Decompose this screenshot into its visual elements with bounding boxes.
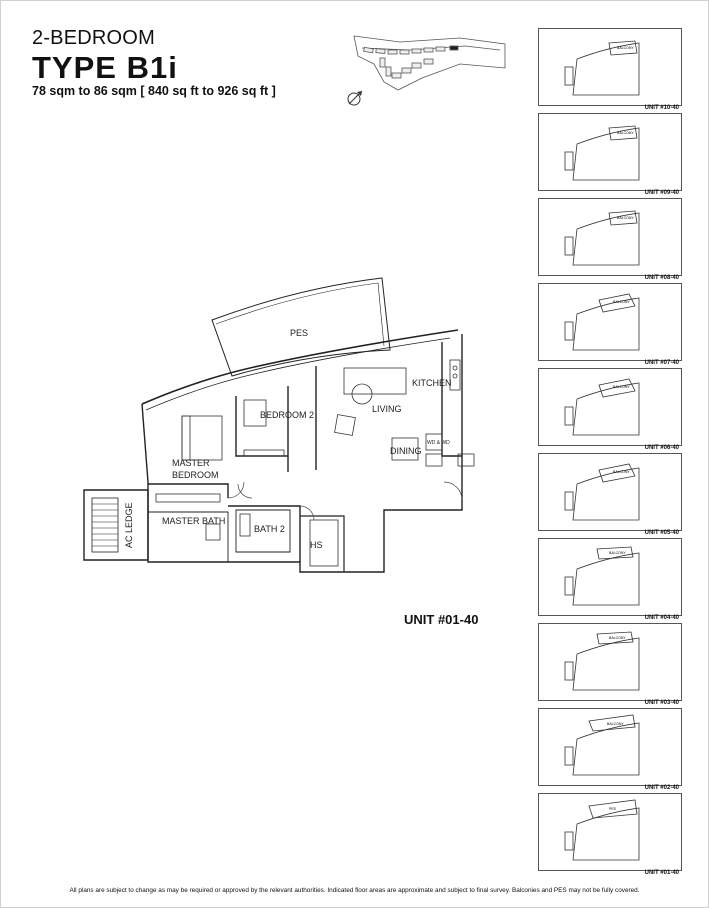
thumbnail-unit-02-40 xyxy=(538,708,682,786)
thumb-tag: BALCONY xyxy=(609,551,626,555)
room-label-master-bath: MASTER BATH xyxy=(162,516,226,526)
thumbnail-label: UNIT #04-40 xyxy=(644,615,679,621)
room-label-hs: HS xyxy=(310,540,323,550)
thumb-tag: PES xyxy=(609,807,617,811)
thumb-tag: BALCONY xyxy=(613,385,630,389)
thumb-tag: BALCONY xyxy=(617,46,634,50)
thumb-tag: BALCONY xyxy=(617,216,634,220)
thumbnail-label: UNIT #08-40 xyxy=(644,275,679,281)
thumbnail-unit-01-40 xyxy=(538,793,682,871)
north-arrow-icon xyxy=(348,91,362,105)
room-label-bath2: BATH 2 xyxy=(254,524,285,534)
floor-plan xyxy=(78,276,478,582)
thumbnail-label: UNIT #09-40 xyxy=(644,190,679,196)
thumbnail-label: UNIT #05-40 xyxy=(644,530,679,536)
unit-number-label: UNIT #01-40 xyxy=(404,612,479,627)
room-label-kitchen: KITCHEN xyxy=(412,378,452,388)
thumbnail-label: UNIT #10-40 xyxy=(644,105,679,111)
thumb-tag: BALCONY xyxy=(607,722,624,726)
thumbnail-label: UNIT #07-40 xyxy=(644,360,679,366)
room-label-ac-ledge: AC LEDGE xyxy=(124,502,134,548)
thumbnail-unit-05-40 xyxy=(538,453,682,531)
area-text: 78 sqm to 86 sqm [ 840 sq ft to 926 sq ft ] xyxy=(32,84,276,98)
unit-type-heading: 2-BEDROOM xyxy=(32,27,155,49)
thumbnail-unit-07-40 xyxy=(538,283,682,361)
room-label-dining: DINING xyxy=(390,446,422,456)
thumbnail-label: UNIT #01-40 xyxy=(644,870,679,876)
thumbnail-unit-04-40 xyxy=(538,538,682,616)
thumb-tag: BALCONY xyxy=(613,470,630,474)
thumbnail-unit-09-40 xyxy=(538,113,682,191)
key-plan xyxy=(340,26,510,110)
thumbnail-label: UNIT #06-40 xyxy=(644,445,679,451)
room-label-bedroom: BEDROOM xyxy=(172,470,219,480)
type-name-heading: TYPE B1i xyxy=(32,50,178,85)
thumbnail-unit-10-40 xyxy=(538,28,682,106)
disclaimer-text: All plans are subject to change as may be required or approved by the relevant authorities. Indicated floor areas are approximate and subject to final survey. Balconies and PES may not be fully covered. xyxy=(69,887,640,894)
room-label-pes: PES xyxy=(290,328,309,338)
thumb-tag: BALCONY xyxy=(613,300,630,304)
room-label-living: LIVING xyxy=(372,404,402,414)
thumb-tag: BALCONY xyxy=(617,131,634,135)
thumbnail-label: UNIT #02-40 xyxy=(644,785,679,791)
room-label-wd: WD & WD xyxy=(427,440,450,446)
thumbnail-unit-06-40 xyxy=(538,368,682,446)
thumbnail-unit-08-40 xyxy=(538,198,682,276)
thumb-tag: BALCONY xyxy=(609,636,626,640)
thumbnail-unit-03-40 xyxy=(538,623,682,701)
room-label-master: MASTER xyxy=(172,458,210,468)
room-label-bedroom2: BEDROOM 2 xyxy=(260,410,315,420)
thumbnail-label: UNIT #03-40 xyxy=(644,700,679,706)
